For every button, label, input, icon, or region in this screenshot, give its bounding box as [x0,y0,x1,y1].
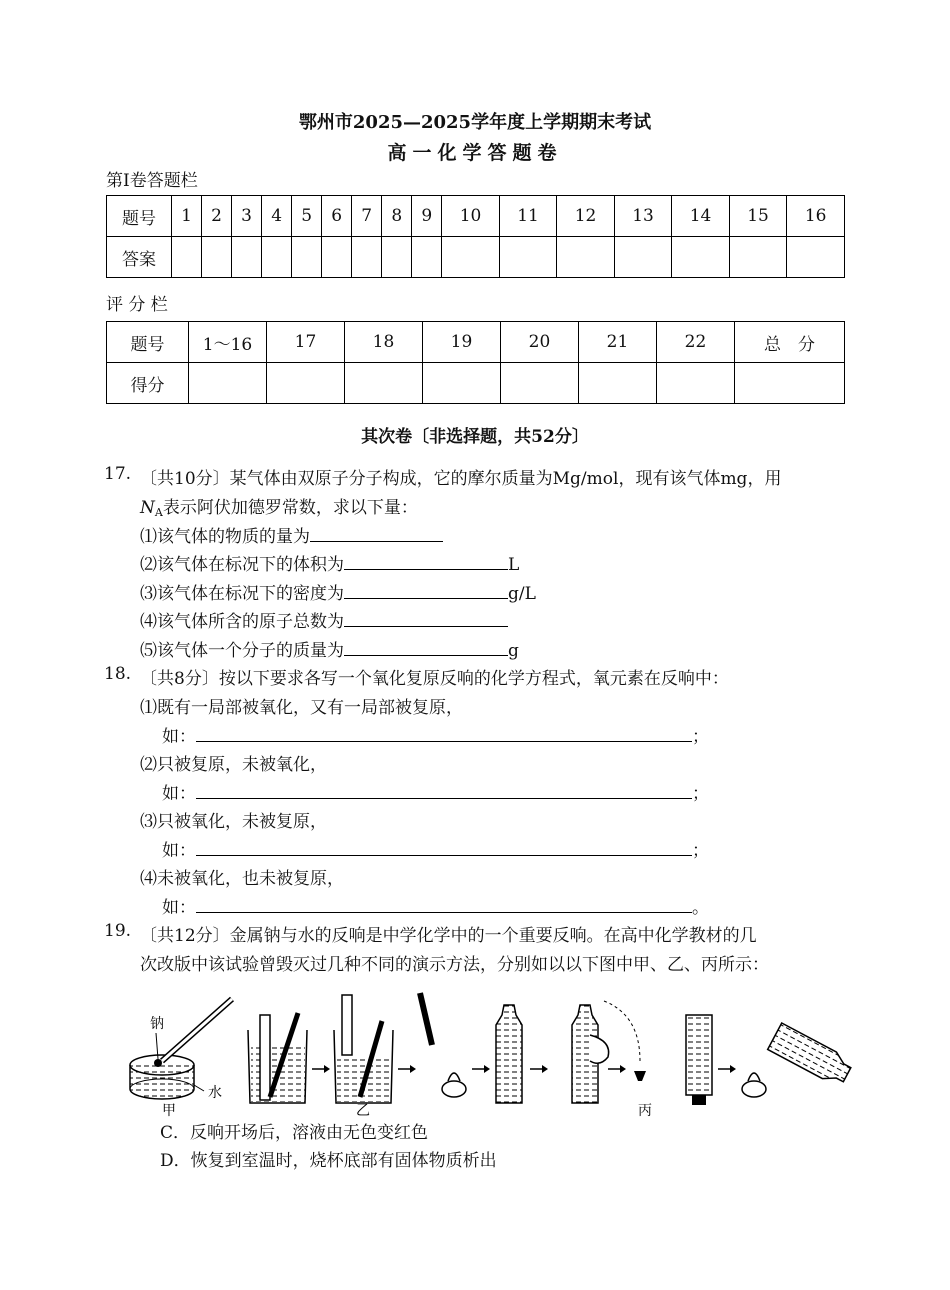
answer-cell[interactable] [499,237,557,278]
answer-number: 9 [412,196,442,237]
answer-cell[interactable] [672,237,730,278]
answer-number: 15 [729,196,787,237]
q18-answer-2 [162,779,709,804]
answer-cell[interactable] [557,237,615,278]
score-column: 18 [345,322,423,363]
option-c: C．反响开场后，溶液由无色变红色 [160,1123,429,1143]
section2-label: 其次卷〔非选择题，共52分〕 [361,427,589,447]
answer-table-header-q: 题号 [107,196,172,237]
q18-line1: 〔共8分〕按以下要求各写一个氧化复原反响的化学方程式，氧元素在反响中： [140,669,729,689]
score-cell[interactable] [501,363,579,404]
answer-cell[interactable] [322,237,352,278]
answer-number: 8 [382,196,412,237]
q17-item-unit: g/L [508,584,536,604]
answer-number: 7 [352,196,382,237]
setup-bing-bottle2 [572,1005,609,1103]
q17-line1: 〔共10分〕某气体由双原子分子构成，它的摩尔质量为Mg/mol，现有该气体mg，用 [140,469,782,489]
q18-item-3: ⑶只被氧化，未被复原， [140,812,327,832]
score-column: 17 [267,322,345,363]
q17-item-5 [140,636,519,661]
q17-item-4 [140,607,508,632]
q17-blank-5[interactable] [344,640,508,656]
answer-cell[interactable] [729,237,787,278]
answer-cell[interactable] [172,237,202,278]
q18-blank-2[interactable] [196,783,692,799]
q19-line2: 次改版中该试验曾毁灭过几种不同的演示方法，分别如以以下图中甲、乙、丙所示： [140,955,769,975]
option-d: D．恢复到室温时，烧杯底部有固体物质析出 [160,1151,497,1171]
answer-number: 16 [787,196,845,237]
q18-blank-4[interactable] [196,897,692,913]
answer-number: 11 [499,196,557,237]
q17-item-text: ⑵该气体在标况下的体积为 [140,555,344,575]
setup-yi-beaker1 [248,1013,307,1103]
answer-cell[interactable] [352,237,382,278]
setup-yi-beaker2 [334,995,393,1103]
answer-number: 13 [614,196,672,237]
score-column: 20 [501,322,579,363]
na-subscript: A [154,506,163,519]
q18-item-1: ⑴既有一局部被氧化，又有一局部被复原， [140,698,463,718]
q17-blank-1[interactable] [310,526,443,542]
q17-item-text: ⑷该气体所含的原子总数为 [140,612,344,632]
score-table-header-s: 得分 [107,363,189,404]
q17-item-text: ⑸该气体一个分子的质量为 [140,641,344,661]
q17-line2-wrap [140,493,418,519]
q19-line1: 〔共12分〕金属钠与水的反响是中学化学中的一个重要反响。在高中化学教材的几 [140,926,757,946]
answer-number: 5 [292,196,322,237]
score-column-total: 总 分 [735,322,845,363]
answer-table-answer-row [107,237,845,278]
score-column: 22 [657,322,735,363]
answer-table-number-row [107,196,845,237]
q19-number: 19. [104,921,132,941]
score-cell[interactable] [735,363,845,404]
answer-number: 12 [557,196,615,237]
answer-cell[interactable] [382,237,412,278]
q17-item-3 [140,579,536,604]
q17-item-2 [140,550,519,575]
q17-item-text: ⑴该气体的物质的量为 [140,527,310,547]
q17-item-text: ⑶该气体在标况下的密度为 [140,584,344,604]
label-bing: 丙 [638,1103,652,1119]
example-prefix: 如： [162,727,196,747]
example-prefix: 如： [162,784,196,804]
answer-cell[interactable] [262,237,292,278]
q17-item-unit: g [508,641,519,661]
page-title: 鄂州市2025—2025学年度上学期期末考试 [298,112,652,133]
answer-cell[interactable] [412,237,442,278]
score-column: 21 [579,322,657,363]
score-cell[interactable] [267,363,345,404]
score-label: 评 分 栏 [106,295,168,315]
example-prefix: 如： [162,841,196,861]
score-table [106,321,845,404]
score-table-header-q: 题号 [107,322,189,363]
setup-yi-lamp [420,993,466,1097]
score-column: 1～16 [189,322,267,363]
answer-number: 6 [322,196,352,237]
line-end: ； [692,841,709,861]
answer-number: 3 [232,196,262,237]
q18-blank-1[interactable] [196,726,692,742]
setup-bing-bottle3 [686,1015,712,1105]
answer-cell[interactable] [614,237,672,278]
answer-cell[interactable] [202,237,232,278]
q18-item-4: ⑷未被氧化，也未被复原， [140,869,344,889]
q18-number: 18. [104,664,132,684]
example-prefix: 如： [162,898,196,918]
answer-number: 10 [442,196,500,237]
sodium-water-figure [120,985,855,1120]
score-cell[interactable] [345,363,423,404]
score-cell[interactable] [579,363,657,404]
score-table-number-row [107,322,845,363]
answer-table-header-a: 答案 [107,237,172,278]
setup-jia [130,999,232,1099]
score-table-score-row [107,363,845,404]
q17-item-unit: L [508,555,520,575]
answer-cell[interactable] [292,237,322,278]
answer-number: 14 [672,196,730,237]
na-symbol: N [140,498,155,518]
page-subtitle: 高一化学答题卷 [387,142,563,164]
line-end: ； [692,784,709,804]
setup-bing-bottle4 [768,1023,854,1088]
q17-blank-2[interactable] [344,554,508,570]
section1-label: 第Ⅰ卷答题栏 [106,171,198,191]
answer-table [106,195,845,278]
answer-number: 4 [262,196,292,237]
q18-answer-1 [162,722,709,747]
q17-line2: 表示阿伏加德罗常数，求以下量： [162,498,418,518]
q18-blank-3[interactable] [196,840,692,856]
q17-blank-4[interactable] [344,611,508,627]
answer-cell[interactable] [442,237,500,278]
q18-answer-3 [162,836,709,861]
answer-cell[interactable] [787,237,845,278]
label-jia: 甲 [162,1103,176,1119]
q17-number: 17. [104,464,132,484]
score-cell[interactable] [657,363,735,404]
q17-blank-3[interactable] [344,583,508,599]
label-na: 钠 [150,1016,164,1032]
q18-item-2: ⑵只被复原，未被氧化， [140,755,327,775]
label-water: 水 [208,1085,222,1101]
score-column: 19 [423,322,501,363]
answer-number: 1 [172,196,202,237]
line-end: 。 [692,898,709,918]
setup-bing-lamp [742,1073,766,1097]
q18-answer-4 [162,893,709,918]
q17-item-1 [140,522,443,547]
score-cell[interactable] [423,363,501,404]
label-yi: 乙 [356,1103,370,1119]
answer-number: 2 [202,196,232,237]
answer-cell[interactable] [232,237,262,278]
line-end: ； [692,727,709,747]
score-cell[interactable] [189,363,267,404]
setup-bing-bottle1 [496,1005,522,1103]
